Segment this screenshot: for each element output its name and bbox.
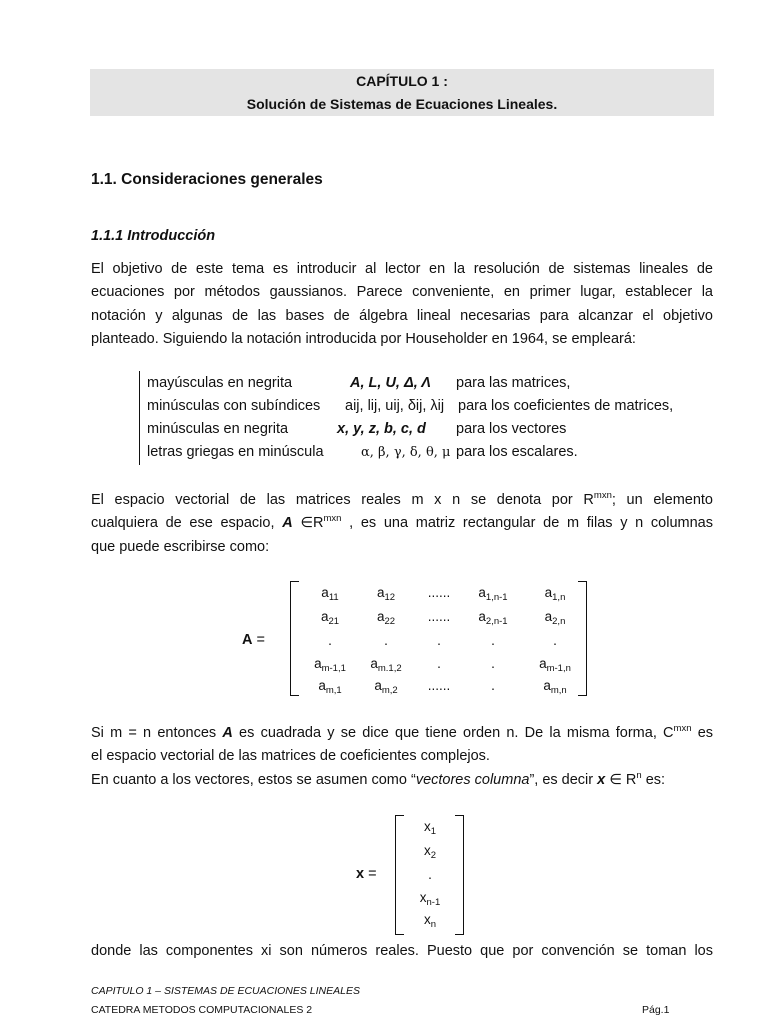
chapter-number: CAPÍTULO 1 : <box>356 73 448 89</box>
matrix-cell: . <box>384 633 388 648</box>
matrix-cell: $a_{1,n-1}$ <box>478 585 508 603</box>
square-matrix-paragraph <box>91 722 713 792</box>
chapter-header <box>90 69 714 116</box>
matrix-cell: $a_{12}$ <box>376 585 396 603</box>
footer-course <box>91 1004 713 1016</box>
subsection-heading: 1.1.1 Introducción <box>91 228 216 244</box>
vector-cell: $x_n$ <box>423 912 437 930</box>
matrix-cell: . <box>437 656 441 671</box>
vector-cell: $x_2$ <box>423 843 437 861</box>
matrix-cell: $a_{m-1,n}$ <box>539 656 571 674</box>
chapter-title: Solución de Sistemas de Ecuaciones Lineales. <box>246 96 558 112</box>
matrix-cell: $a_{m-1,1}$ <box>314 656 346 674</box>
matrix-cell: $a_{21}$ <box>320 609 340 627</box>
notation-use: para los coeficientes de matrices, <box>458 398 674 414</box>
square-line-3: En cuanto a los vectores, estos se asumen como “vectores columna”, es decir x ∈ $R^n$ es: <box>91 769 666 788</box>
notation-kind: mayúsculas en negrita <box>147 375 293 391</box>
matrix-cell: $a_{2,n}$ <box>544 609 566 627</box>
notation-kind: letras griegas en minúscula <box>147 444 324 460</box>
matrix-cell: $a_{22}$ <box>376 609 396 627</box>
footer-course-name: CATEDRA METODOS COMPUTACIONALES 2 <box>91 1004 313 1016</box>
vector-cell: $x_{n-1}$ <box>419 890 441 908</box>
matrix-cell: $a_{m,1}$ <box>318 678 342 696</box>
notation-symbols: aij, lij, uij, δij, λij <box>345 398 445 414</box>
matrix-cell: . <box>437 633 441 648</box>
notation-symbols: x, y, z, b, c, d <box>337 421 426 437</box>
intro-line: planteado. Siguiendo la notación introducida por Householder en 1964, se empleará: <box>91 330 636 347</box>
vector-cell: $x_1$ <box>423 819 437 837</box>
notation-use: para las matrices, <box>456 375 571 391</box>
vector-space-line-3: que puede escribirse como: <box>91 538 270 555</box>
matrix-a-label: A = <box>242 632 265 648</box>
matrix-cell: $a_{m,n}$ <box>543 678 567 696</box>
matrix-a <box>240 578 600 698</box>
intro-line: El objetivo de este tema es introducir al lector en la resolución de sistemas lineales de <box>91 261 713 277</box>
vector-space-paragraph <box>91 489 713 559</box>
vector-space-line-1: El espacio vectorial de las matrices reales m x n se denota por $R^{mxn}$; un elemento <box>91 490 713 508</box>
notation-row <box>140 418 710 441</box>
closing-line: donde las componentes xi son números reales. Puesto que por convención se toman los <box>91 943 713 959</box>
notation-use: para los vectores <box>456 421 567 437</box>
matrix-cell: ...... <box>427 678 451 693</box>
intro-line: ecuaciones por métodos gaussianos. Parece conveniente, en primer lugar, establecer la <box>91 284 713 301</box>
notation-row <box>140 395 710 418</box>
closing-paragraph <box>91 940 713 963</box>
notation-use: para los escalares. <box>456 444 578 460</box>
matrix-cell: $a_{m.1,2}$ <box>370 656 402 674</box>
vector-space-line-2: cualquiera de ese espacio, A $\in R^{mxn}$ , es una matriz rectangular de m filas y n columnas <box>91 513 713 532</box>
matrix-cell: ...... <box>427 585 451 600</box>
matrix-cell: . <box>491 656 495 671</box>
footer-chapter: CAPITULO 1 – SISTEMAS DE ECUACIONES LINEALES <box>91 985 360 997</box>
notation-kind: minúsculas con subíndices <box>147 398 321 414</box>
footer-page-number: Pág.1 <box>642 1004 670 1016</box>
vector-x-label: x = <box>356 866 377 882</box>
matrix-cell: . <box>328 633 332 648</box>
matrix-cell: $a_{1,n}$ <box>544 585 566 603</box>
notation-row <box>140 372 710 395</box>
square-line-2: el espacio vectorial de las matrices de coeficientes complejos. <box>91 748 490 765</box>
matrix-cell: . <box>553 633 557 648</box>
square-line-1: Si m = n entonces A es cuadrada y se dice que tiene orden n. De la misma forma, $C^{mxn}$ es <box>91 723 714 741</box>
matrix-cell: $a_{m,2}$ <box>374 678 398 696</box>
matrix-cell: . <box>491 633 495 648</box>
notation-row <box>140 441 710 464</box>
matrix-cell: . <box>491 678 495 693</box>
notation-symbols: α, β, γ, δ, θ, μ <box>361 445 451 460</box>
notation-symbols: A, L, U, Δ, Λ <box>350 375 431 391</box>
matrix-cell: $a_{11}$ <box>321 585 339 603</box>
vector-x <box>350 812 480 932</box>
vector-cell: . <box>428 867 432 882</box>
notation-kind: minúsculas en negrita <box>147 421 289 437</box>
section-heading: 1.1. Consideraciones generales <box>91 171 323 188</box>
matrix-cell: ...... <box>427 609 451 624</box>
notation-list <box>139 371 710 465</box>
intro-line: notación y algunas de las bases de álgebra lineal necesarias para alcanzar el objetivo <box>91 307 713 324</box>
intro-paragraph <box>91 258 713 351</box>
matrix-cell: $a_{2,n-1}$ <box>478 609 508 627</box>
